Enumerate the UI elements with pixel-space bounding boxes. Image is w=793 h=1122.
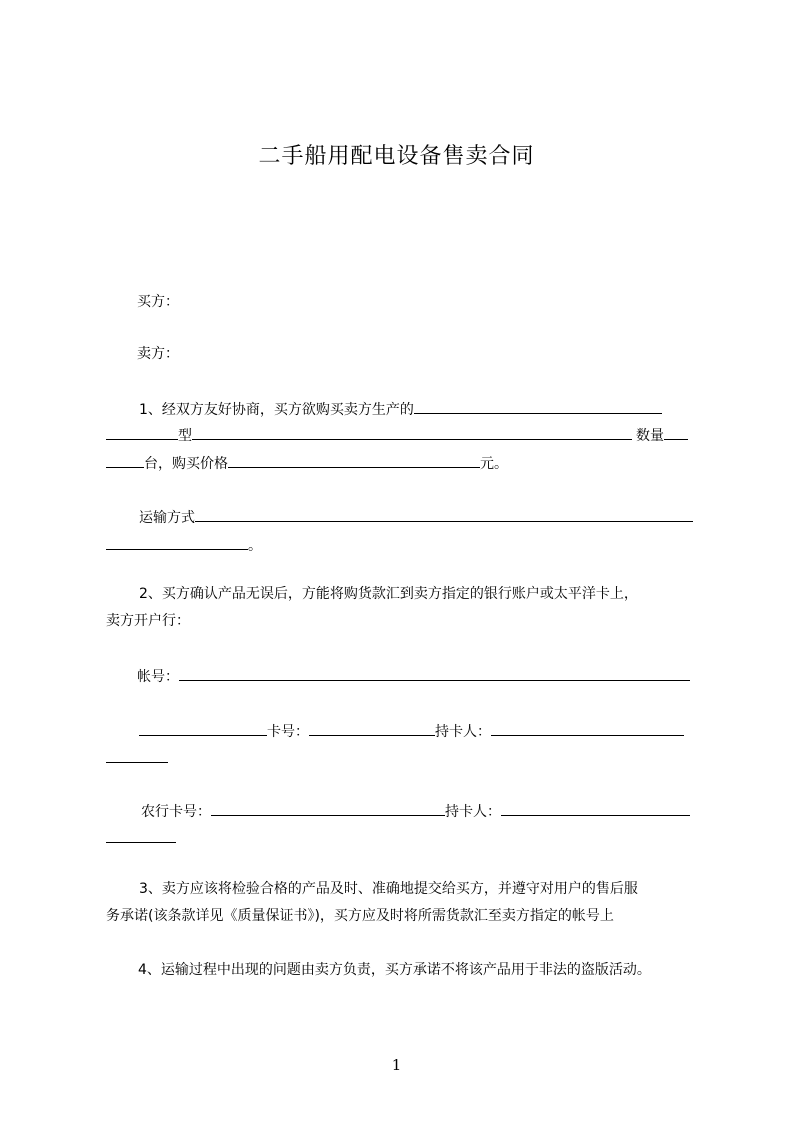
abc-card-blank (211, 800, 445, 816)
clause3-line1: 3、卖方应该将检验合格的产品及时、准确地提交给买方，并遵守对用户的售后服 (139, 881, 638, 897)
yuan-label: 元。 (480, 456, 508, 472)
clause1-line2 (106, 424, 688, 446)
page-number: 1 (391, 1056, 402, 1074)
transport-cont-blank (106, 534, 248, 550)
card-line-cont (106, 747, 168, 769)
seller-label: 卖方： (137, 346, 179, 362)
abc-card-label: 农行卡号： (141, 804, 211, 820)
holder-label: 持卡人： (435, 724, 491, 740)
product-prefix-blank (106, 424, 178, 440)
clause2-line1: 2、买方确认产品无误后，方能将购货款汇到卖方指定的银行账户或太平洋卡上， (139, 586, 638, 602)
clause1-line3 (106, 452, 508, 474)
transport-end: 。 (248, 538, 262, 554)
holder-blank (491, 720, 684, 736)
abc-card-line (141, 800, 690, 822)
card-line (139, 720, 684, 742)
account-line (137, 665, 690, 687)
model-label: 型 (178, 428, 192, 444)
transport-line2 (106, 534, 262, 556)
quantity-blank (664, 424, 688, 440)
price-blank (228, 452, 480, 468)
clause1-line1 (139, 398, 662, 420)
clause3-line2: 务承诺(该条款详见《质量保证书》)，买方应及时将所需货款汇至卖方指定的帐号上 (106, 908, 614, 924)
clause2-line2: 卖方开户行： (106, 613, 190, 629)
document-title: 二手船用配电设备售卖合同 (258, 144, 535, 169)
model-blank (192, 424, 632, 440)
abc-holder-label: 持卡人： (445, 804, 501, 820)
clause1-text: 1、经双方友好协商，买方欲购买卖方生产的 (139, 402, 414, 418)
holder-cont-blank (106, 747, 168, 763)
units-price-label: 台，购买价格 (144, 456, 228, 472)
abc-holder-blank (501, 800, 690, 816)
card-label: 卡号： (267, 724, 309, 740)
abc-card-line-cont (106, 827, 176, 849)
transport-label: 运输方式 (139, 510, 195, 526)
card-number-blank (309, 720, 435, 736)
buyer-label: 买方： (137, 294, 179, 310)
quantity-cont-blank (106, 452, 144, 468)
bank-name-blank (139, 720, 267, 736)
clause4-line1: 4、运输过程中出现的问题由卖方负责，买方承诺不将该产品用于非法的盗版活动。 (138, 962, 651, 978)
product-name-blank (414, 398, 662, 414)
account-label: 帐号： (137, 669, 179, 685)
transport-blank (195, 506, 693, 522)
abc-holder-cont-blank (106, 827, 176, 843)
account-blank (179, 665, 690, 681)
quantity-label: 数量 (636, 428, 664, 444)
transport-line1 (139, 506, 693, 528)
